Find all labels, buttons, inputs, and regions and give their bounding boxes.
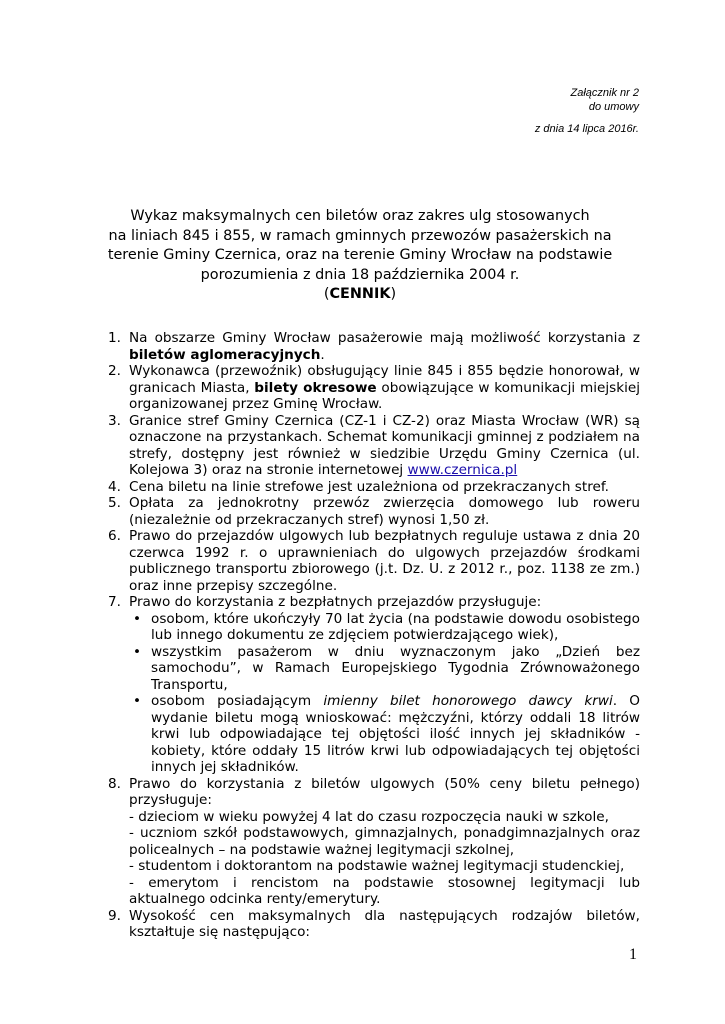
discount-line-4: - emerytom i rencistom na podstawie stosownej legitymacji lub aktualnego odcinka renty/emerytury. xyxy=(129,874,640,907)
bullet-icon: • xyxy=(133,610,142,627)
title-line-1: Wykaz maksymalnych cen biletów oraz zakres ulg stosowanych xyxy=(130,208,590,224)
discount-line-3: - studentom i doktorantom na podstawie ważnej legitymacji studenckiej, xyxy=(129,858,625,874)
item-number: 5. xyxy=(108,495,121,511)
page-number: 1 xyxy=(629,946,637,963)
item-2-bold: bilety okresowe xyxy=(254,379,377,396)
item-number: 1. xyxy=(108,330,121,346)
item-6-text: Prawo do przejazdów ulgowych lub bezpłatnych reguluje ustawa z dnia 20 czerwca 1992 r. o uprawnieniach do ulgowych przejazdów środkami publicznego transportu zbiorowego (j.t. Dz. U. z 2012 r., poz. 1138 ze zm.) oraz inne przepisy szczególne. xyxy=(129,528,640,594)
bullet-icon: • xyxy=(133,693,142,709)
list-item-5 xyxy=(108,495,640,528)
item-number: 7. xyxy=(108,594,121,610)
list-item-9 xyxy=(108,908,640,941)
title-cennik xyxy=(80,285,640,305)
title-line-3: terenie Gminy Czernica, oraz na terenie Gminy Wrocław na podstawie xyxy=(107,247,613,263)
list-item-6 xyxy=(108,528,640,594)
item-2-text: Wykonawca (przewoźnik) obsługujący linie 845 i 855 będzie honorował, w granicach Miasta, xyxy=(129,363,640,396)
website-link[interactable]: www.czernica.pl xyxy=(407,462,518,478)
list-item-1 xyxy=(108,330,640,363)
bullet-item-1 xyxy=(129,611,640,644)
list-item-3 xyxy=(108,413,640,479)
cennik-paren-open: ( xyxy=(323,286,330,302)
title-line-4: porozumienia z dnia 18 października 2004 r. xyxy=(200,266,520,283)
item-1-end: . xyxy=(320,346,325,363)
item-5-text: Opłata za jednokrotny przewóz zwierzęcia domowego lub roweru (niezależnie od przekraczanych stref) wynosi 1,50 zł. xyxy=(129,495,640,528)
item-number: 2. xyxy=(108,363,121,379)
discount-line-1: - dzieciom w wieku powyżej 4 lat do czasu rozpoczęcia nauki w szkole, xyxy=(129,808,609,825)
bullet-2-text: wszystkim pasażerom w dniu wyznaczonym jako „Dzień bez samochodu”, w Ramach Europejskiego Tygodnia Zrównoważonego Transportu, xyxy=(151,643,640,693)
item-number: 9. xyxy=(108,907,121,924)
item-number: 4. xyxy=(108,478,121,495)
agreement-label: do umowy xyxy=(588,101,639,113)
item-number: 6. xyxy=(108,528,121,544)
item-1-text: Na obszarze Gminy Wrocław pasażerowie mają możliwość korzystania z xyxy=(129,330,640,346)
bullet-item-3 xyxy=(129,693,640,776)
item-3-text: Granice stref Gminy Czernica (CZ-1 i CZ-2) oraz Miasta Wrocław (WR) są oznaczone na przystankach. Schemat komunikacji gminnej z podziałem na strefy, dostępny jest również w siedzibie Urzędu Gminy Czernica (ul. Kolejowa 3) oraz na stronie internetowej xyxy=(129,412,640,478)
title-line-2: na liniach 845 i 855, w ramach gminnych przewozów pasażerskich na xyxy=(108,227,612,244)
item-number: 8. xyxy=(108,775,121,792)
list-item-8 xyxy=(108,776,640,908)
discount-line-2: - uczniom szkół podstawowych, gimnazjalnych, ponadgimnazjalnych oraz policealnych – na podstawie ważnej legitymacji szkolnej, xyxy=(129,825,640,858)
bullet-icon: • xyxy=(133,643,142,660)
attachment-label: Załącznik nr 2 xyxy=(570,87,639,99)
item-2-end: obowiązujące w komunikacji miejskiej organizowanej przez Gminę Wrocław. xyxy=(129,379,641,412)
document-title xyxy=(80,207,640,305)
bullet-item-2 xyxy=(129,644,640,694)
bullet-1-text: osobom, które ukończyły 70 lat życia (na podstawie dowodu osobistego lub innego dokumentu ze zdjęciem potwierdzającego wiek), xyxy=(151,610,640,643)
list-item-2 xyxy=(108,363,640,413)
item-4-text: Cena biletu na linie strefowe jest uzależniona od przekraczanych stref. xyxy=(129,478,609,495)
item-8-text: Prawo do korzystania z biletów ulgowych (50% ceny biletu pełnego) przysługuje: xyxy=(129,775,640,808)
item-1-bold: biletów aglomeracyjnych xyxy=(129,346,321,363)
item-9-text: Wysokość cen maksymalnych dla następujących rodzajów biletów, kształtuje się następująco: xyxy=(129,907,640,940)
list-item-7 xyxy=(108,594,640,776)
cennik-paren-close: ) xyxy=(390,286,397,302)
bullet-3-italic: imienny bilet honorowego dawcy krwi xyxy=(323,693,613,709)
item-7-text: Prawo do korzystania z bezpłatnych przejazdów przysługuje: xyxy=(129,594,542,610)
list-item-4 xyxy=(108,479,640,496)
item-number: 3. xyxy=(108,412,121,429)
numbered-list xyxy=(108,330,640,941)
bullet-3-text: osobom posiadającym xyxy=(151,693,324,709)
agreement-date: z dnia 14 lipca 2016r. xyxy=(534,123,639,135)
cennik-label: CENNIK xyxy=(329,286,391,302)
bullet-3-end: . O wydanie biletu mogą wnioskować: mężczyźni, którzy oddali 18 litrów krwi lub odpowiadające tej objętości ilość innych jej składników - kobiety, które oddały 15 litrów krwi lub odpowiadających tej objętości innych jej składników. xyxy=(151,693,641,775)
